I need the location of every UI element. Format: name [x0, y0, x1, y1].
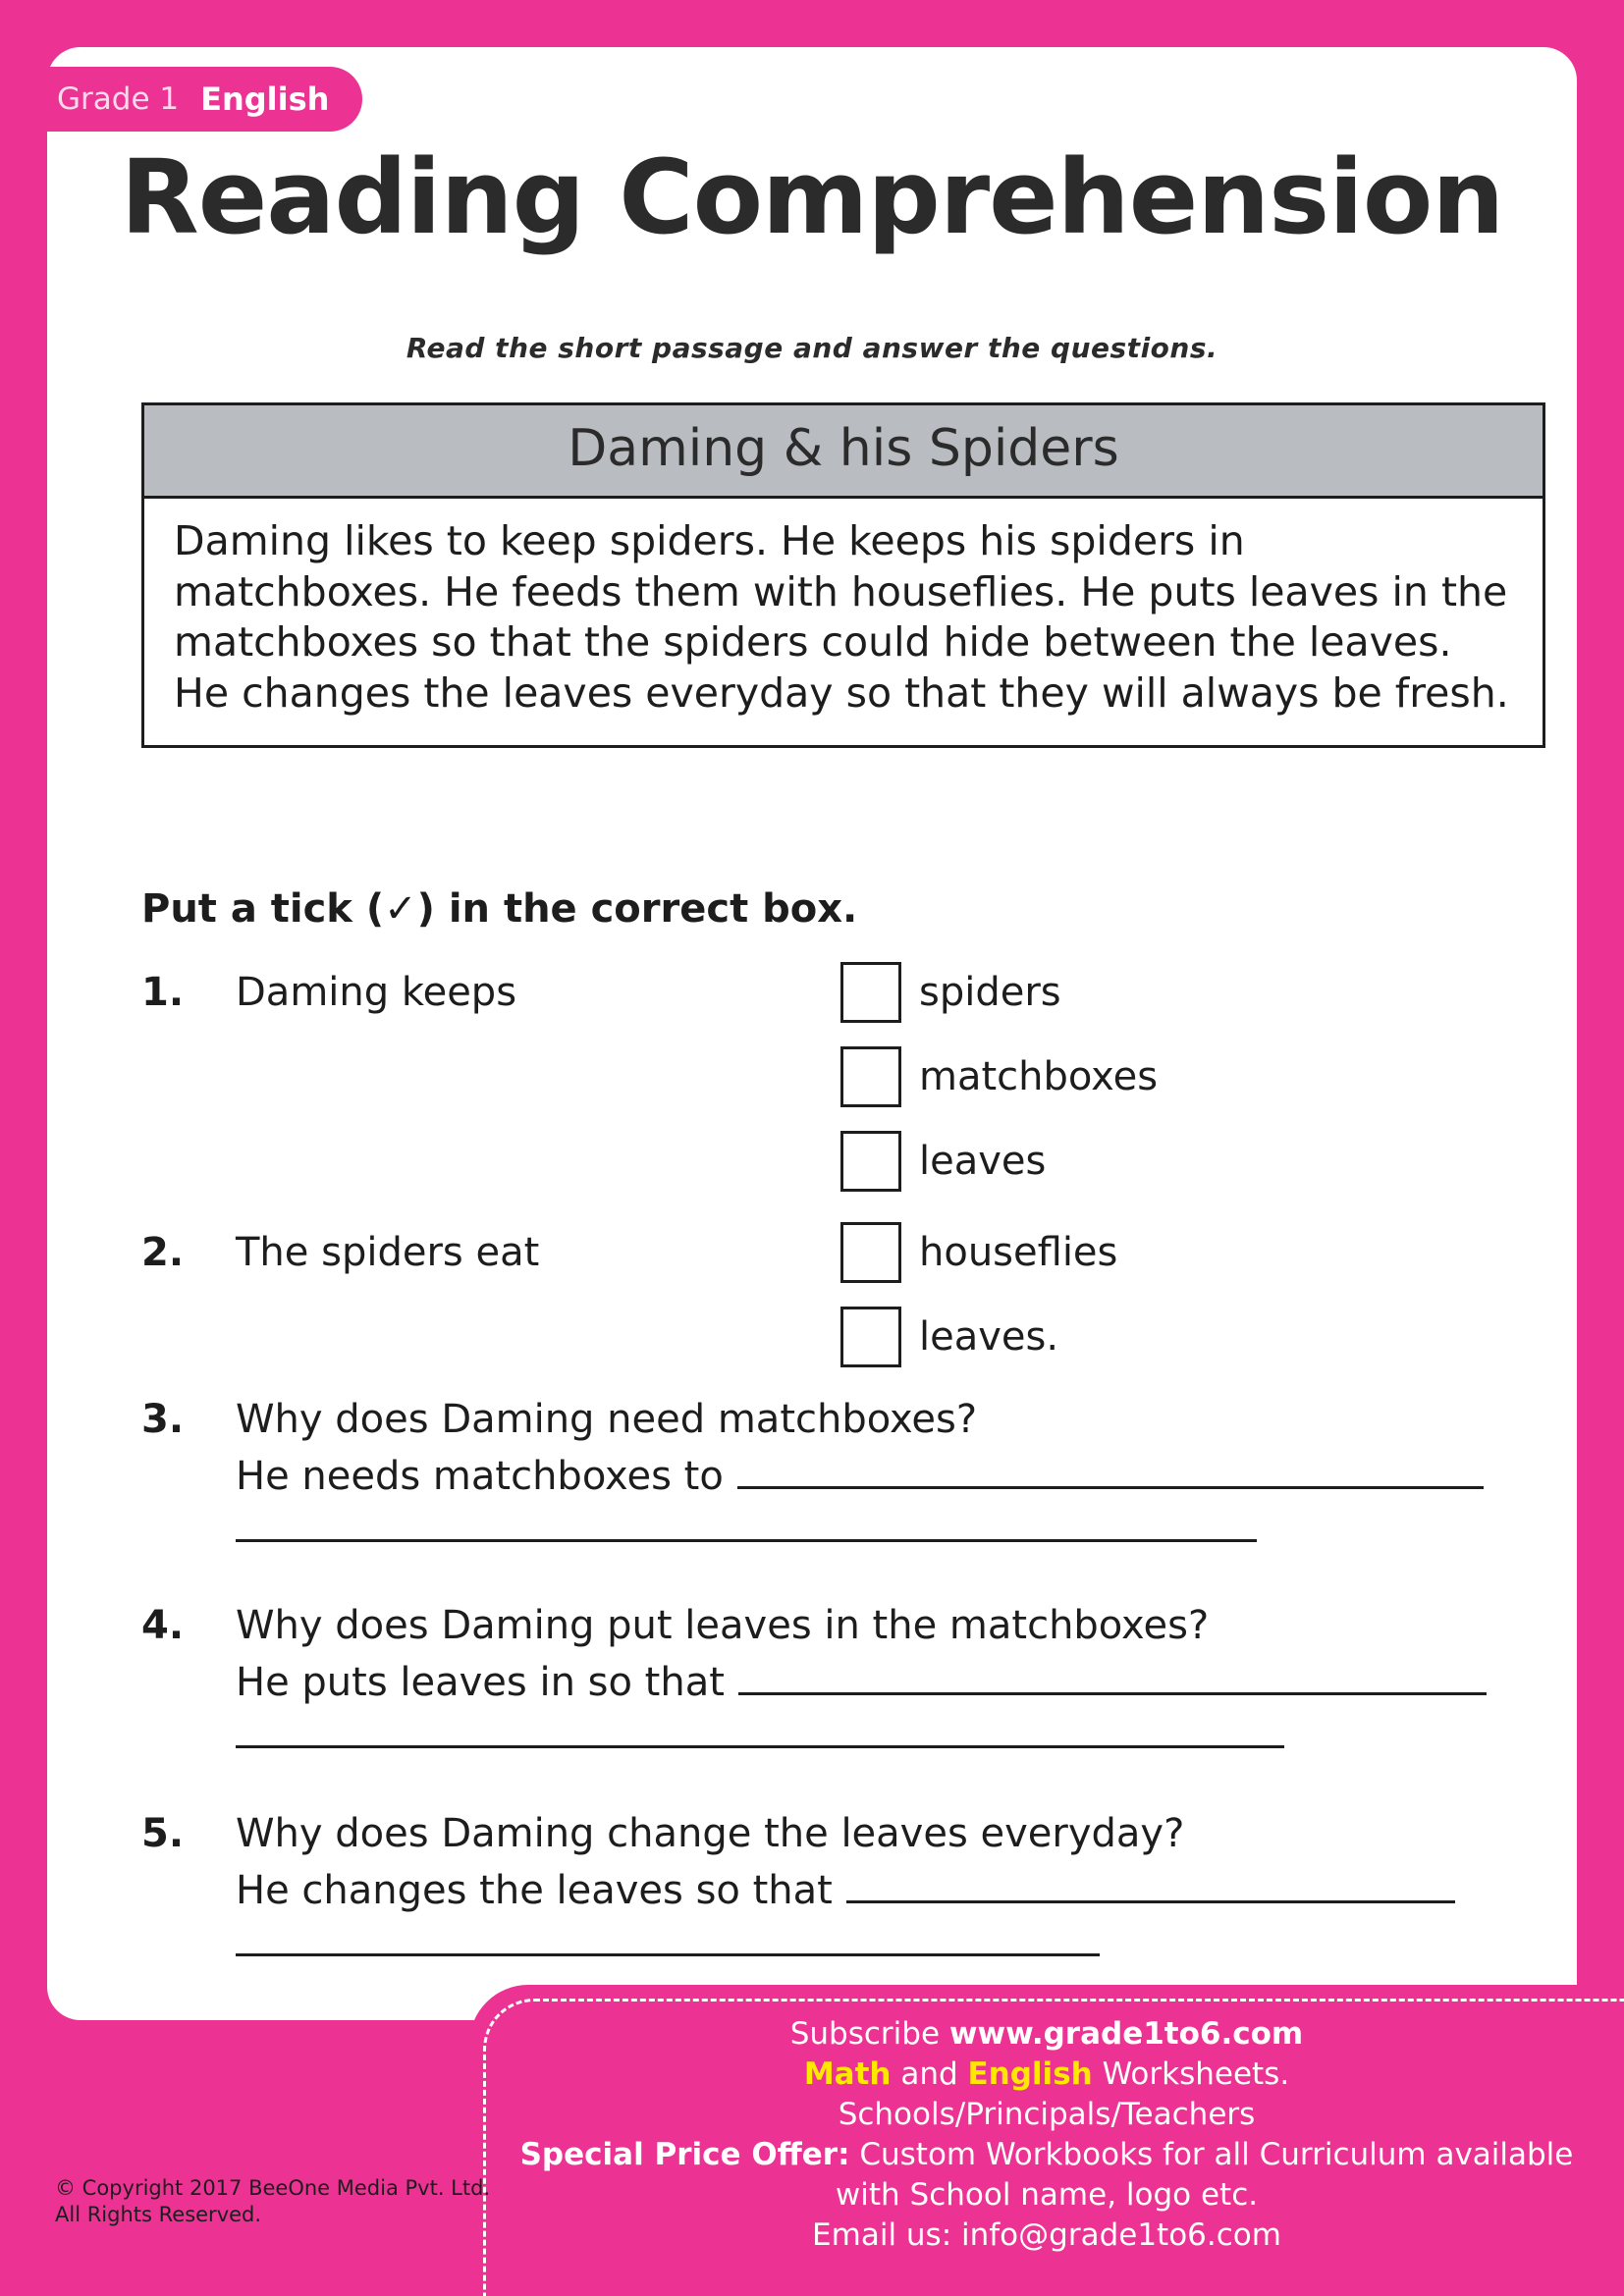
answer-line-3-2[interactable]	[236, 1503, 1257, 1542]
answer-line-5-1[interactable]	[846, 1864, 1455, 1903]
passage-heading: Daming & his Spiders	[144, 405, 1543, 499]
footer-line-school: with School name, logo etc.	[835, 2176, 1259, 2213]
question-5-answer-row-2	[236, 1917, 1545, 1956]
question-2	[141, 1210, 1545, 1379]
question-2-option-1	[141, 1210, 1545, 1295]
question-3	[141, 1397, 1545, 1542]
passage-box	[141, 402, 1545, 748]
passage-body: Daming likes to keep spiders. He keeps his spiders in matchboxes. He feeds them with houseflies. He puts leaves in the matchboxes so that the spiders could hide between the leaves. He changes the leaves everyday so that they will always be fresh.	[174, 517, 1509, 717]
answer-line-4-2[interactable]	[236, 1709, 1284, 1748]
tickbox-1-2[interactable]	[840, 1046, 901, 1107]
copyright	[55, 2175, 490, 2229]
question-4-answer-row-2	[236, 1709, 1545, 1748]
question-4-stem: Why does Daming put leaves in the matchboxes?	[236, 1603, 1210, 1648]
copyright-line-1: © Copyright 2017 BeeOne Media Pvt. Ltd.	[55, 2176, 491, 2200]
tickbox-1-1[interactable]	[840, 962, 901, 1023]
question-4	[141, 1603, 1545, 1748]
question-1-option-3	[141, 1119, 1545, 1203]
option-label-2-2: leaves.	[919, 1314, 1059, 1360]
question-5-stem-row	[141, 1811, 1545, 1856]
and-label: and	[891, 2056, 968, 2092]
question-2-number: 2.	[141, 1230, 185, 1275]
question-3-answer-row	[141, 1450, 1545, 1499]
question-3-stem-row	[141, 1397, 1545, 1442]
instruction-text: Put a tick (✓) in the correct box.	[141, 886, 858, 932]
tickbox-2-2[interactable]	[840, 1307, 901, 1367]
question-5-answer-lead: He changes the leaves so that	[236, 1868, 833, 1913]
footer-text	[469, 2014, 1624, 2255]
question-2-stem: The spiders eat	[236, 1230, 540, 1275]
question-2-option-2	[141, 1295, 1545, 1379]
grade-subject-tag	[47, 67, 362, 132]
footer-line-email[interactable]: Email us: info@grade1to6.com	[812, 2216, 1281, 2253]
offer-text: Custom Workbooks for all Curriculum available	[849, 2136, 1574, 2172]
tickbox-1-3[interactable]	[840, 1131, 901, 1192]
option-label-1-2: matchboxes	[919, 1054, 1159, 1099]
tickbox-2-1[interactable]	[840, 1222, 901, 1283]
page-subtitle: Read the short passage and answer the questions.	[406, 332, 1218, 364]
subject-label: English	[200, 80, 330, 118]
answer-line-4-1[interactable]	[738, 1656, 1487, 1695]
offer-label: Special Price Offer:	[519, 2136, 850, 2172]
footer-line-audience: Schools/Principals/Teachers	[838, 2096, 1256, 2132]
subscribe-prefix: Subscribe	[789, 2016, 949, 2052]
option-label-1-1: spiders	[919, 970, 1061, 1015]
website-link[interactable]: www.grade1to6.com	[948, 2016, 1304, 2052]
question-5-stem: Why does Daming change the leaves everyday?	[236, 1811, 1185, 1856]
worksheets-label: Worksheets.	[1092, 2056, 1290, 2092]
math-label: Math	[803, 2056, 892, 2092]
english-label: English	[967, 2056, 1093, 2092]
grade-label: Grade 1	[57, 81, 180, 117]
question-4-answer-lead: He puts leaves in so that	[236, 1660, 725, 1705]
page-title: Reading Comprehension	[120, 137, 1504, 257]
answer-line-5-2[interactable]	[236, 1917, 1100, 1956]
question-4-number: 4.	[141, 1603, 185, 1648]
answer-line-3-1[interactable]	[737, 1450, 1484, 1489]
question-1-option-2	[141, 1035, 1545, 1119]
question-1-option-1	[141, 950, 1545, 1035]
copyright-line-2: All Rights Reserved.	[55, 2203, 262, 2227]
option-label-1-3: leaves	[919, 1139, 1047, 1184]
question-3-answer-row-2	[236, 1503, 1545, 1542]
subscribe-banner	[469, 1985, 1624, 2296]
question-1	[141, 950, 1545, 1203]
question-5	[141, 1811, 1545, 1956]
footer-line-offer	[469, 2135, 1624, 2175]
question-1-number: 1.	[141, 970, 185, 1015]
question-3-answer-lead: He needs matchboxes to	[236, 1454, 724, 1499]
footer-line-subscribe	[469, 2014, 1624, 2055]
footer-line-subjects	[469, 2055, 1624, 2095]
question-5-answer-row	[141, 1864, 1545, 1913]
option-label-2-1: houseflies	[919, 1230, 1118, 1275]
question-4-answer-row	[141, 1656, 1545, 1705]
question-1-stem: Daming keeps	[236, 970, 517, 1015]
question-3-stem: Why does Daming need matchboxes?	[236, 1397, 978, 1442]
question-3-number: 3.	[141, 1397, 185, 1442]
question-5-number: 5.	[141, 1811, 185, 1856]
worksheet-sheet	[47, 47, 1577, 2020]
question-4-stem-row	[141, 1603, 1545, 1648]
